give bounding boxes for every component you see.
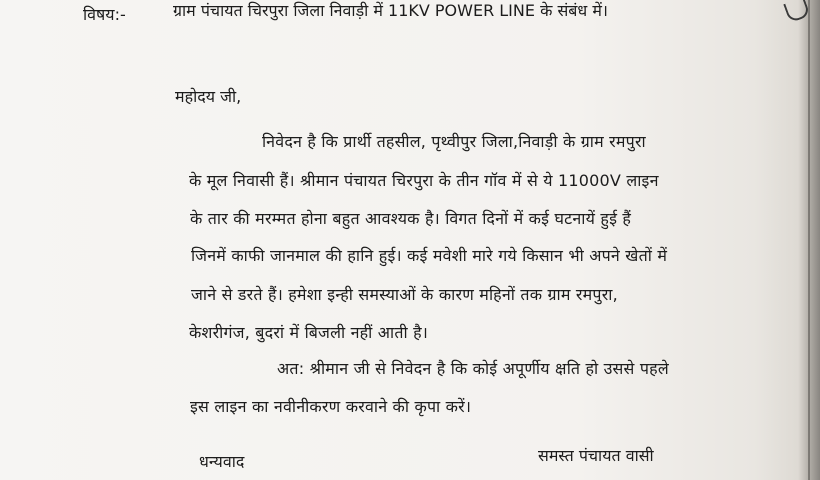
body-line: जाने से डरते हैं। हमेशा इन्ही समस्याओं के कारण महिनों तक ग्राम रमपुरा, [191,285,618,304]
body-line: इस लाइन का नवीनीकरण करवाने की कृपा करें। [190,397,472,416]
body-line: के तार की मरम्मत होना बहुत आवश्यक है। विगत दिनों में कई घटनायें हुई हैं [190,209,632,228]
body-line: जिनमें काफी जानमाल की हानि हुई। कई मवेशी मारे गये किसान भी अपने खेतों में [191,246,668,265]
body-line: केशरीगंज, बुदरां में बिजली नहीं आती है। [189,323,429,342]
closing-signature: समस्त पंचायत वासी [538,446,654,465]
subject-label: विषय:- [83,5,126,24]
body-line: के मूल निवासी हैं। श्रीमान पंचायत चिरपुरा के तीन गॉव में से ये 11000V लाइन [189,171,659,190]
salutation: महोदय जी, [175,87,242,106]
body-line: निवेदन है कि प्रार्थी तहसील, पृथ्वीपुर जिला,निवाड़ी के ग्राम रमपुरा [262,132,646,151]
subject-text: ग्राम पंचायत चिरपुरा जिला निवाड़ी में 11KV POWER LINE के संबंध में। [173,1,608,20]
thanks-text: धन्यवाद [199,452,245,471]
body-line: अत: श्रीमान जी से निवेदन है कि कोई अपूर्णीय क्षति हो उससे पहले [277,359,669,378]
page-edge-line [808,0,810,480]
